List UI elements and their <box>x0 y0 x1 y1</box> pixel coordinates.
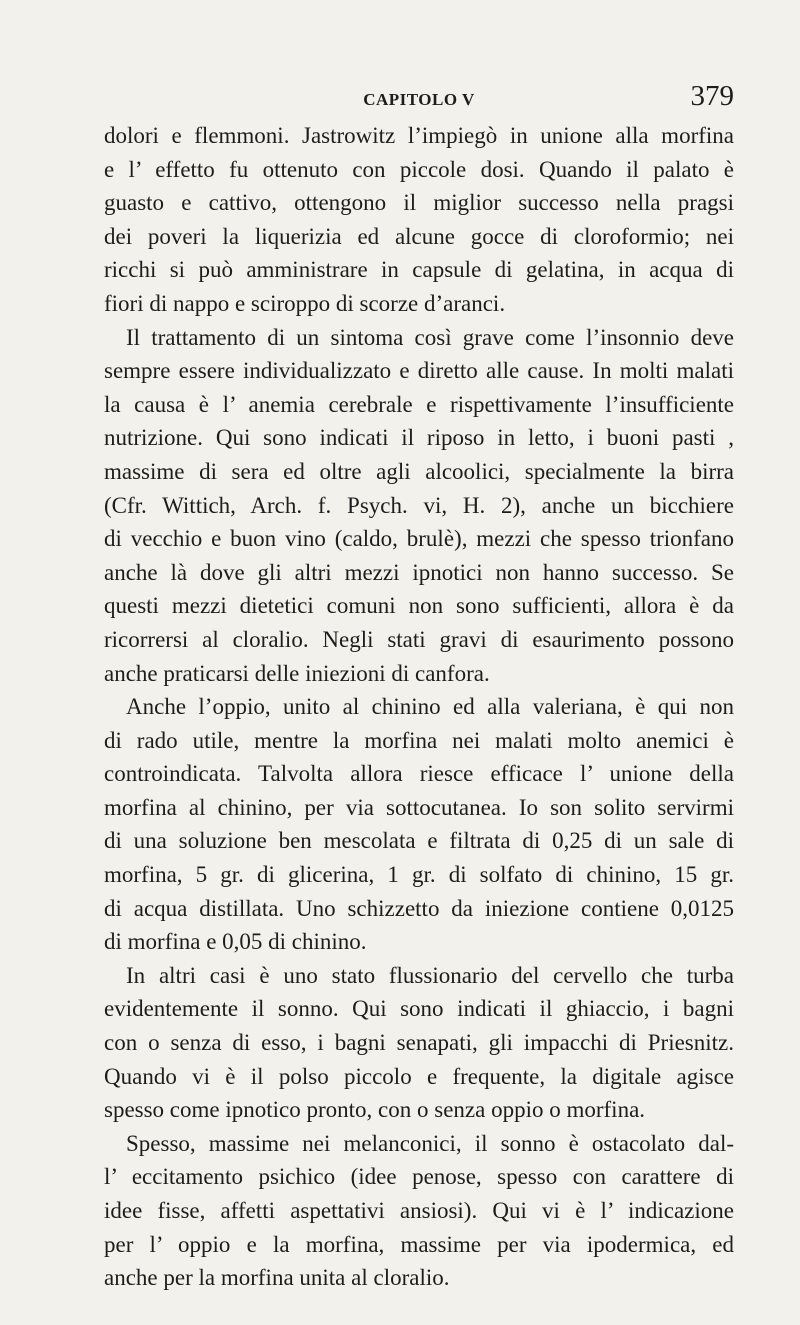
text-line: con o senza di esso, i bagni senapati, gli impacchi di Priesnitz. <box>104 1030 734 1056</box>
text-line: idee fisse, affetti aspettativi ansiosi). Qui vi è l’ indicazione <box>104 1198 734 1223</box>
text-line: Anche l’oppio, unito al chinino ed alla valeriana, è qui non <box>126 694 734 720</box>
text-line: anche là dove gli altri mezzi ipnotici non hanno successo. Se <box>104 559 734 585</box>
text-line: dei poveri la liquerizia ed alcune gocce di cloroformio; nei <box>104 223 734 249</box>
text-line: anche praticarsi delle iniezioni di canfora. <box>104 660 490 686</box>
text-line: nutrizione. Qui sono indicati il riposo in letto, i buoni pasti , <box>104 425 734 451</box>
chapter-title: CAPITOLO V <box>363 90 475 109</box>
text-line: l’ eccitamento psichico (idee penose, spesso con carattere di <box>104 1164 734 1190</box>
text-line: In altri casi è uno stato flussionario del cervello che turba <box>126 962 734 988</box>
text-line: di rado utile, mentre la morfina nei malati molto anemici è <box>104 727 734 753</box>
text-line: la causa è l’ anemia cerebrale e rispettivamente l’insufficiente <box>104 391 734 417</box>
text-line: controindicata. Talvolta allora riesce efficace l’ unione della <box>104 761 734 787</box>
text-line: massime di sera ed oltre agli alcoolici, specialmente la birra <box>104 458 734 484</box>
body-text <box>104 119 734 1295</box>
text-line: di acqua distillata. Uno schizzetto da iniezione contiene 0,0125 <box>104 895 734 921</box>
text-line: questi mezzi dietetici comuni non sono sufficienti, allora è da <box>104 593 734 619</box>
text-line: sempre essere individualizzato e diretto alle cause. In molti malati <box>104 358 734 384</box>
text-line: fiori di nappo e sciroppo di scorze d’aranci. <box>104 290 506 316</box>
text-line: e l’ effetto fu ottenuto con piccole dosi. Quando il palato è <box>104 156 734 182</box>
running-head <box>104 80 734 116</box>
text-line: per l’ oppio e la morfina, massime per via ipodermica, ed <box>104 1231 734 1257</box>
text-line: Spesso, massime nei melanconici, il sonno è ostacolato dal- <box>126 1130 734 1156</box>
text-line: ricchi si può amministrare in capsule di gelatina, in acqua di <box>104 257 734 283</box>
text-line: di morfina e 0,05 di chinino. <box>104 929 367 955</box>
text-line: spesso come ipnotico pronto, con o senza oppio o morfina. <box>104 1097 646 1123</box>
text-line: di una soluzione ben mescolata e filtrata di 0,25 di un sale di <box>104 828 734 854</box>
page-number: 379 <box>690 80 734 112</box>
text-line: di vecchio e buon vino (caldo, brulè), mezzi che spesso trionfano <box>104 526 734 552</box>
text-line: Il trattamento di un sintoma così grave come l’insonnio deve <box>126 324 734 350</box>
text-line: morfina al chinino, per via sottocutanea. Io son solito servirmi <box>104 794 734 820</box>
text-line: morfina, 5 gr. di glicerina, 1 gr. di solfato di chinino, 15 gr. <box>104 862 734 888</box>
text-line: evidentemente il sonno. Qui sono indicati il ghiaccio, i bagni <box>104 996 734 1022</box>
text-line: dolori e flemmoni. Jastrowitz l’impiegò in unione alla morfina <box>104 123 734 148</box>
text-line: (Cfr. Wittich, Arch. f. Psych. vi, H. 2), anche un bicchiere <box>104 492 734 518</box>
text-line: Quando vi è il polso piccolo e frequente, la digitale agisce <box>104 1063 734 1089</box>
text-line: guasto e cattivo, ottengono il miglior successo nella pragsi <box>104 190 734 216</box>
text-line: anche per la morfina unita al cloralio. <box>104 1265 450 1291</box>
text-line: ricorrersi al cloralio. Negli stati gravi di esaurimento possono <box>104 626 734 652</box>
